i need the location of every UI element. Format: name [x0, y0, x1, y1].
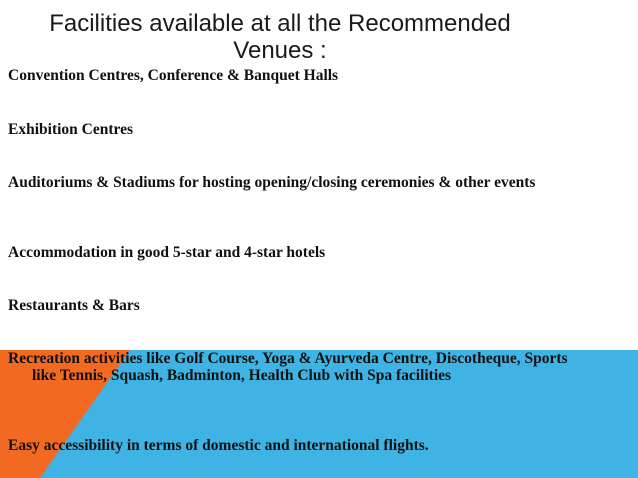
list-item: Auditoriums & Stadiums for hosting opening/closing ceremonies & other events	[8, 174, 536, 191]
list-item: Convention Centres, Conference & Banquet Halls	[8, 67, 339, 84]
list-item: Easy accessibility in terms of domestic and international flights.	[8, 437, 429, 454]
slide-title: Facilities available at all the Recommended Venues :	[49, 10, 511, 64]
list-item: Exhibition Centres	[8, 121, 134, 138]
list-item: Recreation activities like Golf Course, Yoga & Ayurveda Centre, Discotheque, Sports like Tennis, Squash, Badminton, Health Club with Spa facilities	[8, 350, 568, 384]
list-item: Accommodation in good 5-star and 4-star hotels	[8, 244, 326, 261]
list-item: Restaurants & Bars	[8, 297, 140, 314]
